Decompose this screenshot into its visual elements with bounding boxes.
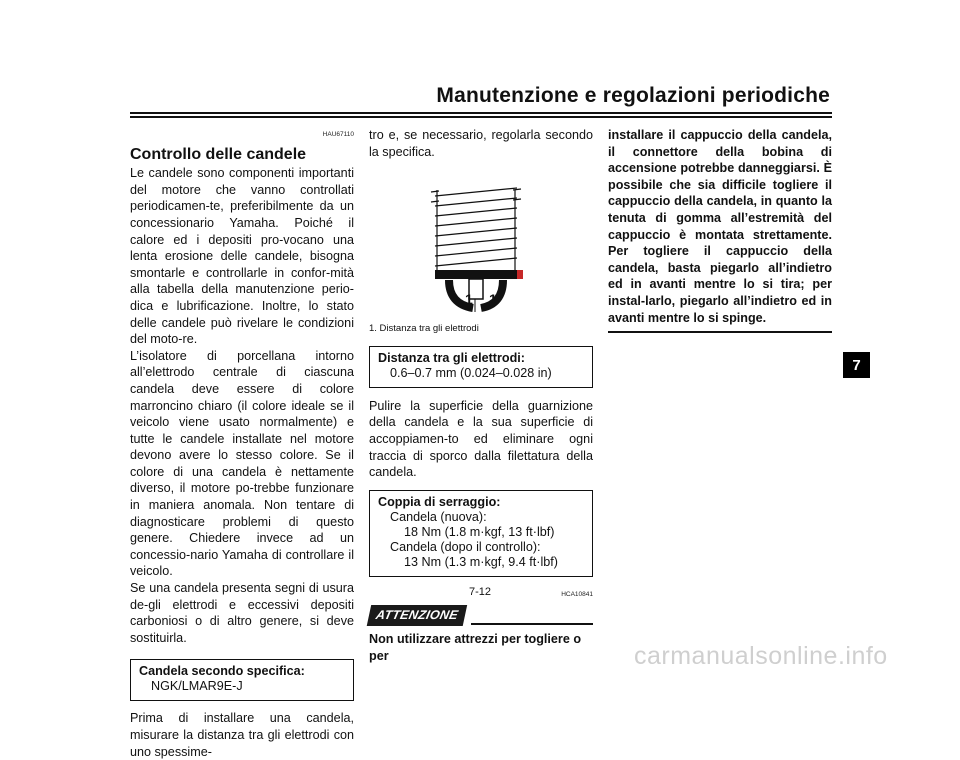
section-title: Controllo delle candele bbox=[130, 145, 307, 163]
spec-box-label: Candela (nuova): bbox=[390, 509, 487, 524]
paragraph: Prima di installare una candela, misurare la distanza tra gli elettrodi con uno spessime- bbox=[130, 711, 354, 759]
caution-code: HCA10841 bbox=[561, 590, 593, 598]
figure-caption: 1. Distanza tra gli elettrodi bbox=[369, 323, 479, 335]
caution-text: Non utilizzare attrezzi per togliere o per bbox=[369, 631, 582, 663]
header-rule-bottom bbox=[130, 116, 832, 118]
torque-spec-box bbox=[369, 490, 593, 577]
spec-box-title: Coppia di serraggio: bbox=[378, 494, 501, 509]
spec-box-label: Candela (dopo il controllo): bbox=[390, 539, 541, 554]
page-number: 7-12 bbox=[468, 586, 492, 598]
figure-callout-1: 1 bbox=[465, 291, 473, 308]
spark-plug-illustration bbox=[369, 162, 593, 312]
spark-plug-figure bbox=[369, 162, 593, 312]
spec-box-title: Candela secondo specifica: bbox=[139, 664, 305, 679]
column-3 bbox=[608, 127, 832, 333]
chapter-tab-label: 7 bbox=[852, 356, 861, 374]
caution-header bbox=[369, 605, 593, 626]
caution-badge: ATTENZIONE bbox=[367, 605, 467, 626]
spec-box-value: 0.6–0.7 mm (0.024–0.028 in) bbox=[390, 365, 552, 380]
page-title: Manutenzione e regolazioni periodiche bbox=[436, 84, 830, 107]
paragraph: Pulire la superficie della guarnizione della candela e la sua superficie di accoppiamen-to ed eliminare ogni traccia di sporco dalla filettatura della candela. bbox=[369, 398, 593, 480]
chapter-tab[interactable] bbox=[843, 352, 870, 378]
spec-box-value: 18 Nm (1.8 m·kgf, 13 ft·lbf) bbox=[404, 524, 555, 539]
column-1 bbox=[130, 127, 354, 760]
spec-box-value: NGK/LMAR9E-J bbox=[151, 679, 243, 694]
spec-box-value: 13 Nm (1.3 m·kgf, 9.4 ft·lbf) bbox=[404, 554, 558, 569]
paragraph: L’isolatore di porcellana intorno all’elettrodo centrale di ciascuna candela deve essere di colore marroncino chiaro (il colore ideale se il veicolo viene usato normalmente) e tutte le candele installate nel motore devono avere lo stesso colore. Se il colore di una candela è nettamente diverso, il motore po-trebbe funzionare in maniera anomala. Non tentare di diagnosticare problemi di questo genere. Chiedere invece ad un concessio-nario Yamaha di controllare il veicolo. bbox=[130, 348, 354, 579]
watermark: carmanualsonline.info bbox=[634, 642, 888, 670]
spec-box-title: Distanza tra gli elettrodi: bbox=[378, 350, 525, 365]
caution-rule bbox=[471, 623, 593, 625]
caution-end-rule bbox=[608, 331, 832, 333]
spark-plug-spec-box bbox=[130, 659, 354, 701]
header-rule-top bbox=[130, 112, 832, 114]
figure-callout-1: 1 bbox=[489, 291, 497, 308]
section-code: HAU67110 bbox=[322, 131, 354, 138]
paragraph: Le candele sono componenti importanti del motore che vanno controllati periodicamen-te, preferibilmente da un concessionario Yamaha. Poiché il calore ed i depositi pro-vocano una lenta erosione delle candele, bisogna smontarle e controllarle in confor-mità alla tabella della manutenzione perio-dica e lubrificazione. Inoltre, lo stato delle candele può rivelare le condizioni del moto-re. bbox=[130, 166, 354, 347]
caution-text-continued: installare il cappuccio della candela, il connettore della bobina di accensione potrebbe danneggiarsi. È possibile che sia difficile togliere il cappuccio della candela, in quanto la tenuta di gomma all’estremità del cappuccio è montata strettamente. Per togliere il cappuccio della candela, basta piegarlo all’indietro ed in avanti mentre lo si tira; per instal-larlo, piegarlo all’indietro ed in avanti mentre lo si spinge. bbox=[608, 128, 832, 325]
column-2 bbox=[369, 127, 593, 664]
paragraph: tro e, se necessario, regolarla secondo la specifica. bbox=[369, 128, 593, 159]
electrode-gap-spec-box bbox=[369, 346, 593, 388]
paragraph: Se una candela presenta segni di usura de-gli elettrodi e eccessivi depositi carboniosi o di altro genere, si deve sostituirla. bbox=[130, 581, 354, 645]
